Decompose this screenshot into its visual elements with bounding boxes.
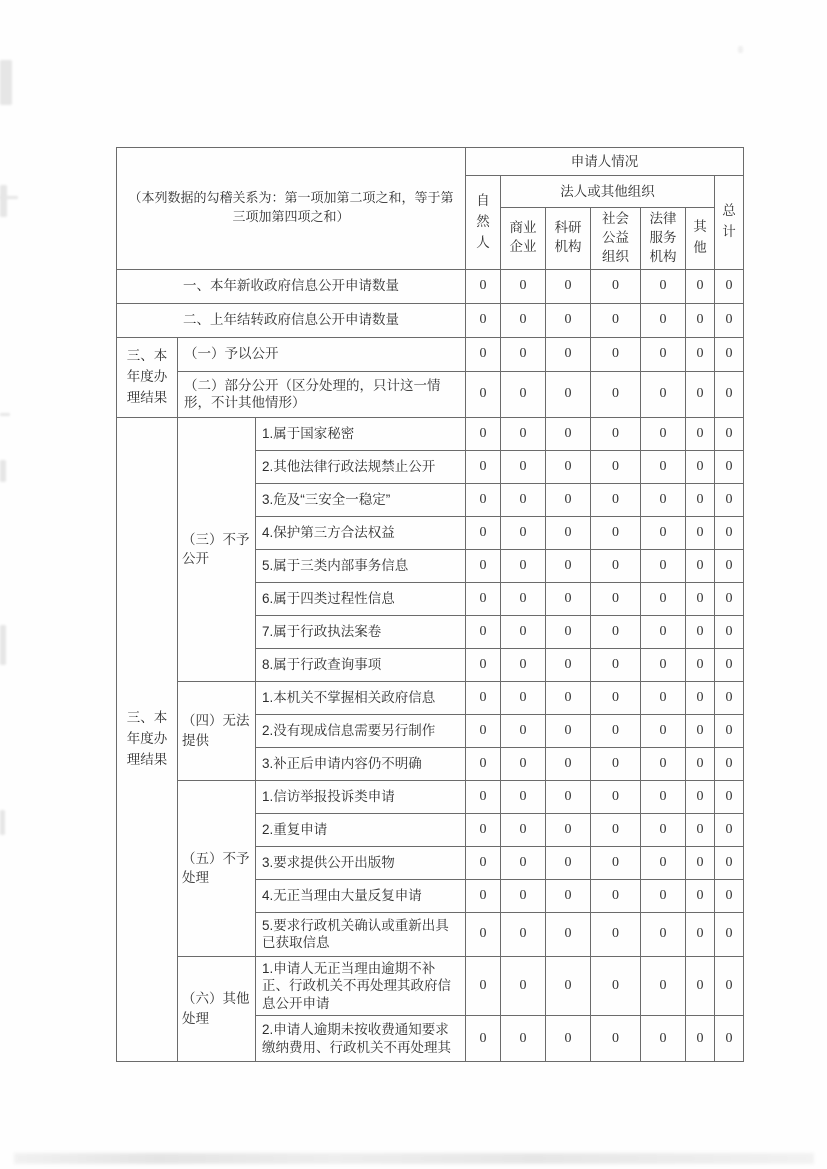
value-cell: 0 (715, 371, 744, 417)
header-note-cell: （本列数据的勾稽关系为：第一项加第二项之和，等于第三项加第四项之和） (117, 148, 466, 270)
table-row (117, 303, 744, 337)
subgroup-label-not-processed: （五）不予处理 (178, 780, 256, 956)
header-total (715, 176, 744, 270)
value-cell: 0 (501, 615, 546, 648)
value-cell: 0 (715, 813, 744, 846)
value-cell: 0 (546, 483, 591, 516)
value-cell: 0 (501, 303, 546, 337)
table-row (117, 269, 744, 303)
item-label: 1.申请人无正当理由逾期不补正、行政机关不再处理其政府信息公开申请 (256, 956, 466, 1016)
value-cell: 0 (591, 269, 641, 303)
value-cell: 0 (591, 615, 641, 648)
value-cell: 0 (501, 879, 546, 912)
value-cell: 0 (546, 681, 591, 714)
value-cell: 0 (686, 912, 715, 956)
value-cell: 0 (591, 483, 641, 516)
header-natural-person (466, 176, 501, 270)
value-cell: 0 (501, 269, 546, 303)
value-cell: 0 (466, 714, 501, 747)
value-cell: 0 (546, 337, 591, 371)
value-cell: 0 (641, 516, 686, 549)
item-label: 3.要求提供公开出版物 (256, 846, 466, 879)
item-label: 4.无正当理由大量反复申请 (256, 879, 466, 912)
value-cell: 0 (466, 1016, 501, 1062)
value-cell: 0 (641, 1016, 686, 1062)
value-cell: 0 (641, 303, 686, 337)
value-cell: 0 (546, 371, 591, 417)
subgroup-label-unable: （四）无法提供 (178, 681, 256, 780)
scan-artifact (0, 810, 5, 835)
value-cell: 0 (641, 879, 686, 912)
header-org-col-label: 商业企业 (509, 220, 537, 255)
value-cell: 0 (686, 582, 715, 615)
value-cell: 0 (591, 371, 641, 417)
value-cell: 0 (466, 956, 501, 1016)
value-cell: 0 (501, 483, 546, 516)
value-cell: 0 (591, 912, 641, 956)
value-cell: 0 (686, 615, 715, 648)
scan-artifact (0, 625, 6, 665)
item-label: 7.属于行政执法案卷 (256, 615, 466, 648)
header-org-col-public-welfare (591, 208, 641, 270)
value-cell: 0 (546, 846, 591, 879)
value-cell: 0 (641, 648, 686, 681)
item-label: 4.保护第三方合法权益 (256, 516, 466, 549)
value-cell: 0 (466, 879, 501, 912)
value-cell: 0 (546, 956, 591, 1016)
value-cell: 0 (591, 681, 641, 714)
item-label: 2.申请人逾期未按收费通知要求缴纳费用、行政机关不再处理其 (256, 1016, 466, 1062)
value-cell: 0 (466, 582, 501, 615)
value-cell: 0 (591, 516, 641, 549)
value-cell: 0 (546, 1016, 591, 1062)
report-table (116, 147, 744, 1062)
table-row (117, 780, 744, 813)
value-cell: 0 (715, 269, 744, 303)
header-org-col-business (501, 208, 546, 270)
value-cell: 0 (546, 549, 591, 582)
value-cell: 0 (641, 956, 686, 1016)
value-cell: 0 (466, 813, 501, 846)
value-cell: 0 (641, 681, 686, 714)
value-cell: 0 (591, 549, 641, 582)
value-cell: 0 (546, 417, 591, 450)
value-cell: 0 (501, 582, 546, 615)
value-cell: 0 (591, 780, 641, 813)
value-cell: 0 (715, 912, 744, 956)
value-cell: 0 (546, 615, 591, 648)
table-row (117, 417, 744, 450)
value-cell: 0 (641, 417, 686, 450)
header-org-col-legal-service (641, 208, 686, 270)
value-cell: 0 (686, 747, 715, 780)
section3-label-main (117, 417, 178, 1062)
value-cell: 0 (546, 813, 591, 846)
value-cell: 0 (546, 714, 591, 747)
value-cell: 0 (686, 846, 715, 879)
value-cell: 0 (466, 417, 501, 450)
row-new-received-label: 一、本年新收政府信息公开申请数量 (117, 269, 466, 303)
item-label: 2.重复申请 (256, 813, 466, 846)
item-label: 2.其他法律行政法规禁止公开 (256, 450, 466, 483)
value-cell: 0 (715, 549, 744, 582)
value-cell: 0 (466, 615, 501, 648)
row-partial-label: （二）部分公开（区分处理的，只计这一情形，不计其他情形） (178, 371, 466, 417)
value-cell: 0 (686, 681, 715, 714)
scan-artifact (0, 460, 6, 482)
value-cell: 0 (466, 780, 501, 813)
item-label: 1.属于国家秘密 (256, 417, 466, 450)
value-cell: 0 (501, 371, 546, 417)
value-cell: 0 (466, 371, 501, 417)
value-cell: 0 (546, 582, 591, 615)
value-cell: 0 (501, 846, 546, 879)
scan-artifact (0, 196, 18, 199)
value-cell: 0 (715, 846, 744, 879)
value-cell: 0 (641, 483, 686, 516)
header-org-group: 法人或其他组织 (501, 176, 715, 208)
value-cell: 0 (641, 846, 686, 879)
value-cell: 0 (686, 1016, 715, 1062)
scan-artifact (14, 1153, 814, 1164)
header-total-label: 总计 (722, 203, 736, 240)
value-cell: 0 (466, 648, 501, 681)
value-cell: 0 (686, 483, 715, 516)
header-org-col-label: 其他 (693, 219, 707, 256)
item-label: 1.信访举报投诉类申请 (256, 780, 466, 813)
value-cell: 0 (686, 549, 715, 582)
value-cell: 0 (546, 780, 591, 813)
value-cell: 0 (466, 516, 501, 549)
table-row (117, 337, 744, 371)
value-cell: 0 (501, 780, 546, 813)
value-cell: 0 (501, 956, 546, 1016)
item-label: 3.补正后申请内容仍不明确 (256, 747, 466, 780)
value-cell: 0 (686, 516, 715, 549)
value-cell: 0 (501, 549, 546, 582)
value-cell: 0 (641, 269, 686, 303)
value-cell: 0 (501, 747, 546, 780)
value-cell: 0 (715, 879, 744, 912)
section3-label-text: 三、本年度办理结果 (126, 710, 168, 767)
value-cell: 0 (715, 516, 744, 549)
value-cell: 0 (466, 681, 501, 714)
value-cell: 0 (501, 516, 546, 549)
value-cell: 0 (501, 681, 546, 714)
value-cell: 0 (686, 648, 715, 681)
value-cell: 0 (591, 714, 641, 747)
value-cell: 0 (466, 747, 501, 780)
value-cell: 0 (686, 813, 715, 846)
header-natural-person-label: 自然人 (476, 192, 490, 250)
value-cell: 0 (686, 269, 715, 303)
table-row (117, 371, 744, 417)
item-label: 5.属于三类内部事务信息 (256, 549, 466, 582)
value-cell: 0 (591, 1016, 641, 1062)
value-cell: 0 (591, 879, 641, 912)
row-carried-over-label: 二、上年结转政府信息公开申请数量 (117, 303, 466, 337)
value-cell: 0 (641, 337, 686, 371)
value-cell: 0 (466, 846, 501, 879)
value-cell: 0 (591, 303, 641, 337)
value-cell: 0 (715, 615, 744, 648)
value-cell: 0 (501, 912, 546, 956)
item-label: 3.危及“三安全一稳定” (256, 483, 466, 516)
value-cell: 0 (715, 337, 744, 371)
value-cell: 0 (591, 813, 641, 846)
value-cell: 0 (546, 648, 591, 681)
header-org-col-label: 社会公益组织 (601, 211, 629, 264)
value-cell: 0 (686, 780, 715, 813)
value-cell: 0 (546, 879, 591, 912)
value-cell: 0 (641, 780, 686, 813)
subgroup-label-refuse: （三）不予公开 (178, 417, 256, 681)
value-cell: 0 (591, 956, 641, 1016)
value-cell: 0 (501, 648, 546, 681)
value-cell: 0 (591, 648, 641, 681)
value-cell: 0 (546, 747, 591, 780)
value-cell: 0 (591, 450, 641, 483)
value-cell: 0 (641, 747, 686, 780)
value-cell: 0 (641, 549, 686, 582)
table-row (117, 681, 744, 714)
scan-artifact (738, 46, 743, 53)
value-cell: 0 (641, 450, 686, 483)
header-org-col-label: 科研机构 (554, 220, 582, 255)
value-cell: 0 (546, 450, 591, 483)
value-cell: 0 (466, 483, 501, 516)
value-cell: 0 (715, 648, 744, 681)
value-cell: 0 (501, 714, 546, 747)
item-label: 2.没有现成信息需要另行制作 (256, 714, 466, 747)
value-cell: 0 (686, 714, 715, 747)
value-cell: 0 (686, 956, 715, 1016)
value-cell: 0 (686, 450, 715, 483)
value-cell: 0 (641, 714, 686, 747)
value-cell: 0 (715, 956, 744, 1016)
value-cell: 0 (715, 483, 744, 516)
subgroup-label-other: （六）其他处理 (178, 956, 256, 1062)
value-cell: 0 (591, 337, 641, 371)
value-cell: 0 (686, 371, 715, 417)
section3-label-top (117, 337, 178, 417)
table-row (117, 148, 744, 176)
value-cell: 0 (715, 1016, 744, 1062)
value-cell: 0 (686, 417, 715, 450)
value-cell: 0 (501, 337, 546, 371)
value-cell: 0 (546, 303, 591, 337)
value-cell: 0 (715, 780, 744, 813)
header-org-col-label: 法律服务机构 (649, 211, 677, 264)
value-cell: 0 (546, 912, 591, 956)
value-cell: 0 (715, 747, 744, 780)
scan-artifact (0, 413, 10, 416)
value-cell: 0 (715, 714, 744, 747)
value-cell: 0 (715, 303, 744, 337)
value-cell: 0 (466, 269, 501, 303)
value-cell: 0 (641, 582, 686, 615)
value-cell: 0 (715, 450, 744, 483)
scan-artifact (0, 185, 7, 217)
header-org-col-other (686, 208, 715, 270)
value-cell: 0 (641, 813, 686, 846)
value-cell: 0 (641, 912, 686, 956)
header-org-col-research (546, 208, 591, 270)
item-label: 1.本机关不掌握相关政府信息 (256, 681, 466, 714)
value-cell: 0 (591, 582, 641, 615)
section3-label-text: 三、本年度办理结果 (126, 347, 168, 405)
scan-artifact (0, 60, 12, 105)
value-cell: 0 (466, 549, 501, 582)
item-label: 6.属于四类过程性信息 (256, 582, 466, 615)
value-cell: 0 (686, 337, 715, 371)
value-cell: 0 (466, 450, 501, 483)
value-cell: 0 (546, 269, 591, 303)
value-cell: 0 (466, 303, 501, 337)
row-granted-label: （一）予以公开 (178, 337, 466, 371)
value-cell: 0 (591, 417, 641, 450)
value-cell: 0 (501, 1016, 546, 1062)
value-cell: 0 (715, 582, 744, 615)
value-cell: 0 (686, 303, 715, 337)
value-cell: 0 (641, 371, 686, 417)
value-cell: 0 (641, 615, 686, 648)
value-cell: 0 (466, 912, 501, 956)
value-cell: 0 (686, 879, 715, 912)
value-cell: 0 (501, 450, 546, 483)
value-cell: 0 (501, 417, 546, 450)
value-cell: 0 (715, 417, 744, 450)
table-row (117, 956, 744, 1016)
header-applicant-title: 申请人情况 (466, 148, 744, 176)
value-cell: 0 (466, 337, 501, 371)
item-label: 5.要求行政机关确认或重新出具已获取信息 (256, 912, 466, 956)
value-cell: 0 (591, 747, 641, 780)
item-label: 8.属于行政查询事项 (256, 648, 466, 681)
value-cell: 0 (591, 846, 641, 879)
value-cell: 0 (546, 516, 591, 549)
value-cell: 0 (501, 813, 546, 846)
value-cell: 0 (715, 681, 744, 714)
